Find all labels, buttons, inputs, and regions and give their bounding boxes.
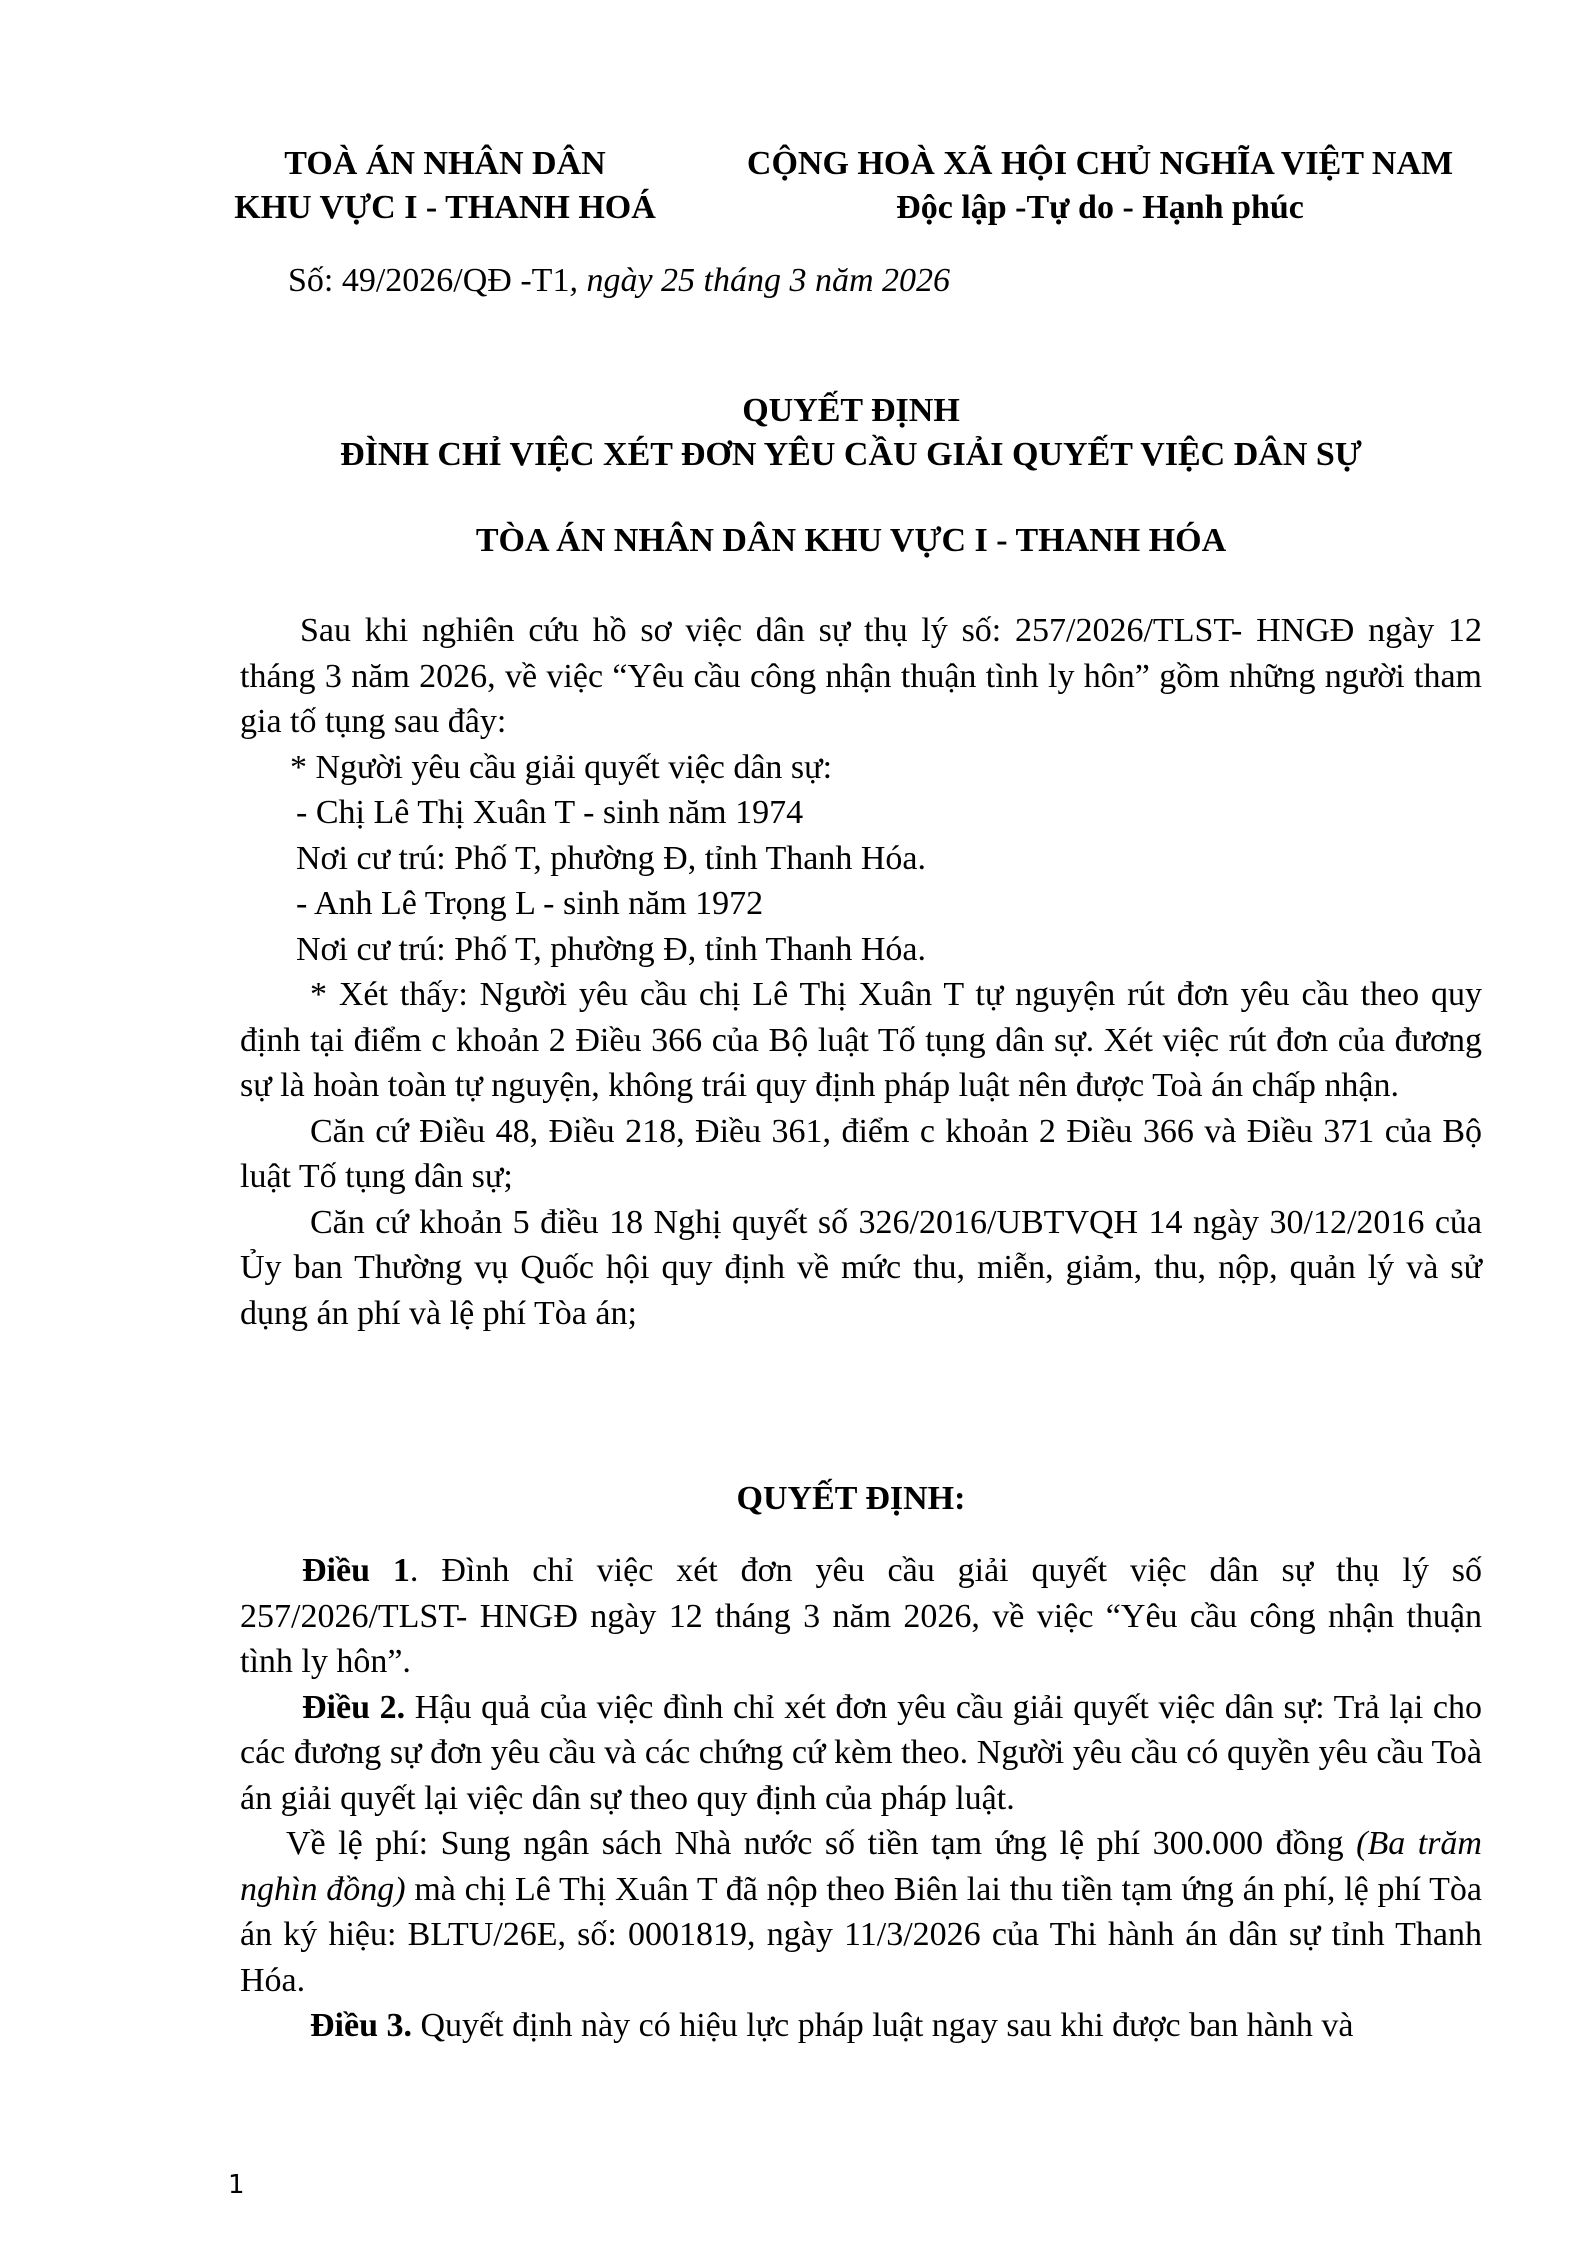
national-header xyxy=(730,142,1470,230)
article-2-label: Điều 2. xyxy=(302,1688,406,1726)
court-header xyxy=(220,142,670,230)
article-1 xyxy=(240,1548,1482,1685)
article-2-text: Hậu quả của việc đình chỉ xét đơn yêu cầu giải quyết việc dân sự: Trả lại cho các đương sự đơn yêu cầu và các chứng cứ kèm theo. Người yêu cầu có quyền yêu cầu Toà án giải quyết lại việc dân sự theo quy định của pháp luật. xyxy=(240,1688,1483,1817)
fee-amount-words: (Ba trăm nghìn đồng) xyxy=(240,1825,1482,1908)
article-1-label: Điều 1 xyxy=(302,1552,410,1589)
document-body xyxy=(240,608,1482,1336)
court-region: KHU VỰC I - THANH HOÁ xyxy=(234,189,656,226)
decision-heading: QUYẾT ĐỊNH: xyxy=(736,1480,966,1517)
party-2-residence: Nơi cư trú: Phố T, phường Đ, tỉnh Thanh Hóa. xyxy=(296,930,926,968)
article-3 xyxy=(240,2003,1482,2049)
title-decision: QUYẾT ĐỊNH xyxy=(742,392,960,429)
parties-heading: * Người yêu cầu giải quyết việc dân sự: xyxy=(290,748,833,786)
legal-basis-1: Căn cứ Điều 48, Điều 218, Điều 361, điểm c khoản 2 Điều 366 và Điều 371 của Bộ luật Tố tụng dân sự; xyxy=(240,1112,1482,1195)
country-name: CỘNG HOÀ XÃ HỘI CHỦ NGHĨA VIỆT NAM xyxy=(746,145,1454,182)
intro-paragraph: Sau khi nghiên cứu hồ sơ việc dân sự thụ lý số: 257/2026/TLST- HNGĐ ngày 12 tháng 3 năm 2026, về việc “Yêu cầu công nhận thuận tình ly hôn” gồm những người tham gia tố tụng sau đây: xyxy=(240,612,1482,740)
court-name: TOÀ ÁN NHÂN DÂN xyxy=(284,145,606,182)
issuing-court: TÒA ÁN NHÂN DÂN KHU VỰC I - THANH HÓA xyxy=(475,522,1227,559)
legal-basis-2: Căn cứ khoản 5 điều 18 Nghị quyết số 326/2016/UBTVQH 14 ngày 30/12/2016 của Ủy ban Thường vụ Quốc hội quy định về mức thu, miễn, giảm, thu, nộp, quản lý và sử dụng án phí và lệ phí Tòa án; xyxy=(240,1203,1482,1332)
party-2-name: - Anh Lê Trọng L - sinh năm 1972 xyxy=(296,885,764,922)
decision-body xyxy=(240,1548,1482,2049)
fee-text-after: mà chị Lê Thị Xuân T đã nộp theo Biên lai thu tiền tạm ứng án phí, lệ phí Tòa án ký hiệu: BLTU/26E, số: 0001819, ngày 11/3/2026 của Thi hành án dân sự tỉnh Thanh Hóa. xyxy=(240,1870,1482,1999)
fee-paragraph xyxy=(240,1821,1482,2003)
page-number: 1 xyxy=(228,2170,245,2200)
article-3-label: Điều 3. xyxy=(310,2007,412,2044)
party-1-name: - Chị Lê Thị Xuân T - sinh năm 1974 xyxy=(296,794,804,831)
national-motto: Độc lập -Tự do - Hạnh phúc xyxy=(896,189,1304,226)
document-number-line xyxy=(288,262,950,300)
document-date: , ngày 25 tháng 3 năm 2026 xyxy=(569,262,951,299)
party-1-residence: Nơi cư trú: Phố T, phường Đ, tỉnh Thanh Hóa. xyxy=(296,839,926,877)
article-1-text: . Đình chỉ việc xét đơn yêu cầu giải quyết việc dân sự thụ lý số 257/2026/TLST- HNGĐ ngày 12 tháng 3 năm 2026, về việc “Yêu cầu công nhận thuận tình ly hôn”. xyxy=(240,1552,1483,1680)
article-3-text: Quyết định này có hiệu lực pháp luật ngay sau khi được ban hành và xyxy=(412,2007,1354,2044)
document-number: Số: 49/2026/QĐ -T1 xyxy=(288,262,570,299)
fee-text-before: Về lệ phí: Sung ngân sách Nhà nước số tiền tạm ứng lệ phí 300.000 đồng xyxy=(286,1825,1357,1862)
finding-paragraph: * Xét thấy: Người yêu cầu chị Lê Thị Xuân T tự nguyện rút đơn yêu cầu theo quy định tại điểm c khoản 2 Điều 366 của Bộ luật Tố tụng dân sự. Xét việc rút đơn của đương sự là hoàn toàn tự nguyện, không trái quy định pháp luật nên được Toà án chấp nhận. xyxy=(240,976,1482,1104)
title-subject: ĐÌNH CHỈ VIỆC XÉT ĐƠN YÊU CẦU GIẢI QUYẾT VIỆC DÂN SỰ xyxy=(340,436,1362,473)
article-2 xyxy=(240,1685,1482,1822)
